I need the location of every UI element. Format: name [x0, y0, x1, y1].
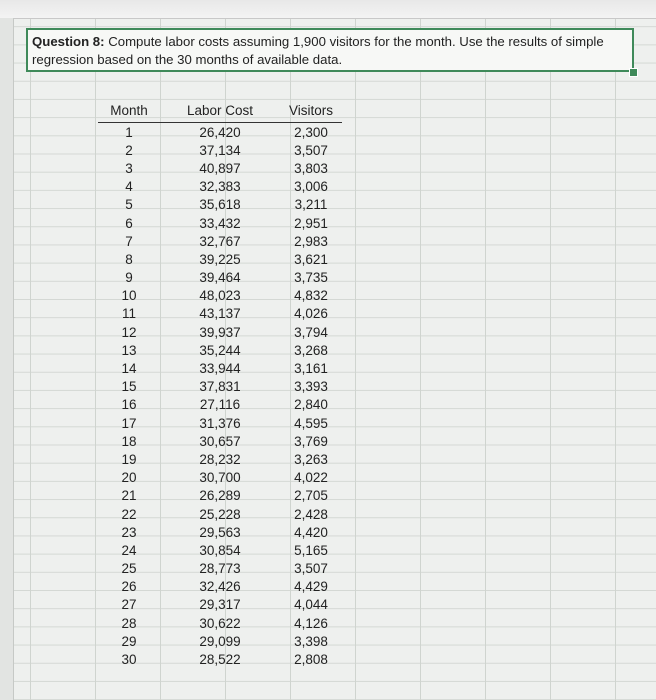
month-cell[interactable]: 11: [121, 306, 136, 322]
labor-cost-cell[interactable]: 27,116: [199, 397, 241, 413]
month-cell[interactable]: 29: [121, 633, 137, 649]
month-cell[interactable]: 24: [121, 542, 137, 558]
month-cell[interactable]: 4: [125, 179, 133, 195]
labor-cost-cell[interactable]: 37,831: [199, 379, 241, 395]
table-body: [98, 123, 342, 669]
visitors-cell[interactable]: 2,428: [294, 506, 328, 522]
visitors-cell[interactable]: 3,803: [294, 160, 328, 176]
labor-cost-cell[interactable]: 39,937: [199, 324, 241, 340]
month-cell[interactable]: 22: [121, 506, 137, 522]
visitors-cell[interactable]: 3,268: [294, 342, 328, 358]
visitors-cell[interactable]: 4,832: [294, 288, 328, 304]
visitors-cell[interactable]: 2,840: [294, 397, 328, 413]
month-cell[interactable]: 8: [125, 251, 133, 267]
table-row: [98, 487, 342, 505]
labor-cost-cell[interactable]: 32,426: [199, 579, 241, 595]
month-cell[interactable]: 1: [125, 124, 133, 140]
table-row: [98, 450, 342, 468]
table-row: [98, 178, 342, 196]
table-row: [98, 560, 342, 578]
visitors-cell[interactable]: 2,300: [294, 124, 328, 140]
month-cell[interactable]: 5: [125, 197, 133, 213]
visitors-cell[interactable]: 3,398: [294, 633, 328, 649]
labor-cost-cell[interactable]: 37,134: [199, 142, 241, 158]
table-row: [98, 578, 342, 596]
header-visitors: Visitors: [288, 103, 333, 118]
table-row: [98, 541, 342, 559]
labor-cost-cell[interactable]: 30,854: [199, 542, 241, 558]
table-row: [98, 269, 342, 287]
visitors-cell[interactable]: 3,263: [294, 451, 328, 467]
visitors-cell[interactable]: 4,026: [294, 306, 328, 322]
month-cell[interactable]: 17: [121, 415, 137, 431]
visitors-cell[interactable]: 4,126: [294, 615, 328, 631]
row-header-strip: [0, 18, 14, 700]
visitors-cell[interactable]: 3,794: [294, 324, 328, 340]
table-row: [98, 214, 342, 232]
labor-cost-cell[interactable]: 30,700: [199, 470, 241, 486]
table-row: [98, 523, 342, 541]
table-row: [98, 232, 342, 250]
table-row: [98, 505, 342, 523]
question-cell[interactable]: [26, 28, 634, 72]
question-label: Question 8:: [32, 34, 105, 49]
labor-cost-cell[interactable]: 26,289: [199, 488, 241, 504]
visitors-cell[interactable]: 4,022: [294, 470, 328, 486]
labor-cost-cell[interactable]: 30,622: [199, 615, 241, 631]
table-row: [98, 323, 342, 341]
visitors-cell[interactable]: 5,165: [294, 542, 328, 558]
month-cell[interactable]: 23: [121, 524, 137, 540]
month-cell[interactable]: 15: [121, 379, 137, 395]
visitors-cell[interactable]: 3,769: [294, 433, 328, 449]
month-cell[interactable]: 20: [121, 470, 137, 486]
labor-cost-cell[interactable]: 33,944: [199, 361, 241, 377]
visitors-cell[interactable]: 3,621: [294, 251, 328, 267]
labor-cost-cell[interactable]: 30,657: [199, 433, 241, 449]
table-row: [98, 596, 342, 614]
labor-cost-cell[interactable]: 25,228: [199, 506, 241, 522]
table-header-row: [98, 99, 342, 123]
month-cell[interactable]: 9: [125, 270, 133, 286]
month-cell[interactable]: 2: [125, 142, 133, 158]
visitors-cell[interactable]: 4,044: [294, 597, 328, 613]
labor-cost-cell[interactable]: 39,464: [199, 270, 241, 286]
labor-cost-cell[interactable]: 33,432: [199, 215, 241, 231]
visitors-cell[interactable]: 2,983: [294, 233, 328, 249]
labor-cost-cell[interactable]: 40,897: [199, 160, 241, 176]
visitors-cell[interactable]: 2,808: [294, 652, 328, 668]
labor-cost-cell[interactable]: 32,383: [199, 179, 241, 195]
table-row: [98, 250, 342, 268]
visitors-cell[interactable]: 4,595: [294, 415, 328, 431]
labor-cost-cell[interactable]: 28,773: [199, 561, 241, 577]
labor-cost-cell[interactable]: 31,376: [199, 415, 241, 431]
month-cell[interactable]: 27: [121, 597, 137, 613]
labor-cost-cell[interactable]: 28,232: [199, 451, 241, 467]
question-text: Compute labor costs assuming 1,900 visitors for the month. Use the results of simple regression based on the 30 months of available data.: [32, 34, 604, 67]
month-cell[interactable]: 26: [121, 579, 137, 595]
window-top-bar: [0, 0, 656, 19]
table-row: [98, 159, 342, 177]
labor-cost-cell[interactable]: 28,522: [199, 652, 241, 668]
month-cell[interactable]: 28: [121, 615, 137, 631]
month-cell[interactable]: 3: [125, 160, 133, 176]
month-cell[interactable]: 12: [121, 324, 137, 340]
visitors-cell[interactable]: 3,161: [294, 361, 328, 377]
month-cell[interactable]: 16: [121, 397, 137, 413]
visitors-cell[interactable]: 3,507: [294, 561, 328, 577]
table-row: [98, 614, 342, 632]
table-row: [98, 123, 342, 141]
header-month: Month: [110, 103, 148, 118]
labor-cost-cell[interactable]: 29,099: [199, 633, 241, 649]
month-cell[interactable]: 10: [121, 288, 137, 304]
table-row: [98, 414, 342, 432]
table-row: [98, 378, 342, 396]
table-row: [98, 287, 342, 305]
labor-cost-cell[interactable]: 48,023: [199, 288, 241, 304]
table-row: [98, 632, 342, 650]
table-row: [98, 469, 342, 487]
labor-cost-cell[interactable]: 29,317: [199, 597, 241, 613]
labor-cost-cell[interactable]: 35,244: [199, 342, 241, 358]
labor-cost-cell[interactable]: 35,618: [199, 197, 241, 213]
cell-fill-handle[interactable]: [629, 68, 638, 77]
labor-cost-cell[interactable]: 43,137: [199, 306, 241, 322]
table-row: [98, 650, 342, 668]
table-row: [98, 141, 342, 159]
visitors-cell[interactable]: 3,006: [294, 179, 328, 195]
labor-cost-cell[interactable]: 26,420: [199, 124, 241, 140]
header-labor-cost: Labor Cost: [186, 103, 254, 118]
visitors-cell[interactable]: 3,735: [294, 270, 328, 286]
table-row: [98, 341, 342, 359]
data-table: [98, 99, 342, 669]
month-cell[interactable]: 30: [121, 652, 137, 668]
month-cell[interactable]: 6: [125, 215, 133, 231]
month-cell[interactable]: 21: [121, 488, 137, 504]
table-row: [98, 432, 342, 450]
month-cell[interactable]: 18: [121, 433, 137, 449]
table-row: [98, 396, 342, 414]
table-row: [98, 359, 342, 377]
labor-cost-cell[interactable]: 32,767: [199, 233, 241, 249]
month-cell[interactable]: 14: [121, 361, 137, 377]
visitors-cell[interactable]: 2,705: [294, 488, 328, 504]
visitors-cell[interactable]: 4,420: [294, 524, 328, 540]
visitors-cell[interactable]: 4,429: [294, 579, 328, 595]
month-cell[interactable]: 19: [121, 451, 137, 467]
table-row: [98, 305, 342, 323]
month-cell[interactable]: 25: [121, 561, 137, 577]
month-cell[interactable]: 13: [121, 342, 137, 358]
visitors-cell[interactable]: 3,507: [294, 142, 328, 158]
visitors-cell[interactable]: 3,393: [294, 379, 328, 395]
visitors-cell[interactable]: 3,211: [294, 197, 328, 213]
visitors-cell[interactable]: 2,951: [294, 215, 328, 231]
table-row: [98, 196, 342, 214]
labor-cost-cell[interactable]: 39,225: [199, 251, 241, 267]
labor-cost-cell[interactable]: 29,563: [199, 524, 241, 540]
month-cell[interactable]: 7: [125, 233, 133, 249]
